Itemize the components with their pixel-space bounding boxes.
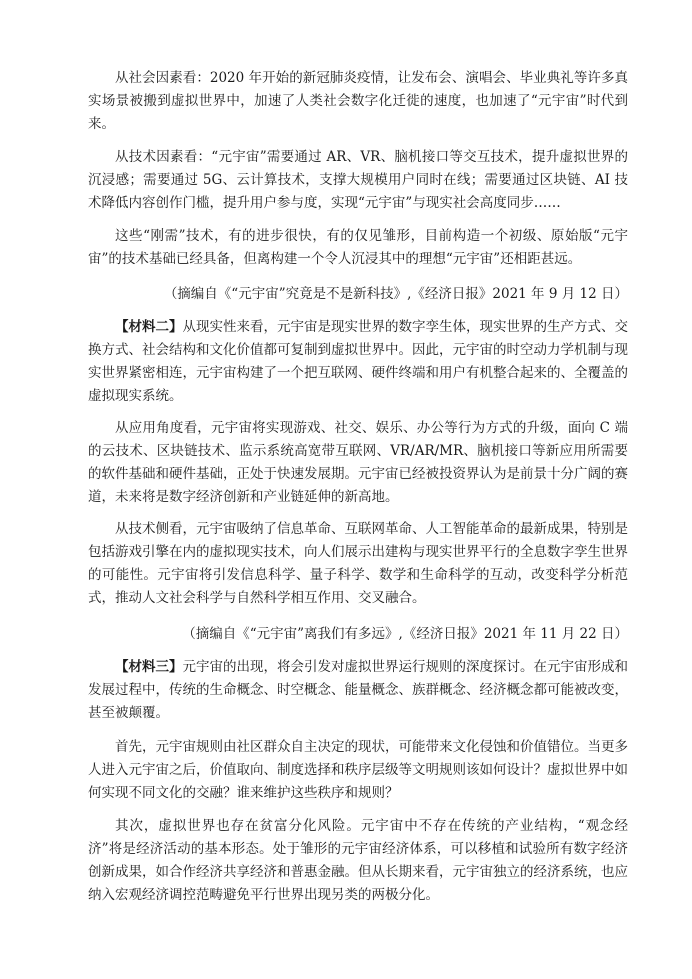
material-three-tag: 【材料三】 [115, 659, 183, 675]
paragraph-application [88, 417, 628, 509]
citation-text: （摘编自《“元宇宙”离我们有多远》,《经济日报》2021 年 11 月 22 日） [182, 626, 628, 642]
citation-1 [88, 283, 628, 306]
material-three-paragraph [88, 656, 628, 725]
paragraph-text: 从技术因素看：“元宇宙”需要通过 AR、VR、脑机接口等交互技术，提升虚拟世界的沉浸感；需要通过 5G、云计算技术，支撑大规模用户同时在线；需要通过区块链、AI 技术降低内容创作门槛，提升用户参与度，实现“元宇宙”与现实社会高度同步…… [88, 149, 628, 211]
paragraph-text: 从应用角度看，元宇宙将实现游戏、社交、娱乐、办公等行为方式的升级，面向 C 端的云技术、区块链技术、监示系统高宽带互联网、VR/AR/MR、脑机接口等新应用所需要的软件基础和硬件基础，正处于快速发展期。元宇宙已经被投资界认为是前景十分广阔的赛道，未来将是数字经济创新和产业链延伸的新高地。 [88, 420, 628, 505]
paragraph-technology-side [88, 518, 628, 610]
paragraph-text: 从社会因素看：2020 年开始的新冠肺炎疫情，让发布会、演唱会、毕业典礼等许多真实场景被搬到虚拟世界中，加速了人类社会数字化迁徙的速度，也加速了“元宇宙”时代到来。 [88, 70, 628, 132]
citation-text: （摘编自《“元宇宙”究竟是不是新科技》,《经济日报》2021 年 9 月 12 日） [163, 286, 628, 302]
paragraph-rigid-demand [88, 225, 628, 271]
paragraph-text: 这些“刚需”技术，有的进步很快，有的仅见雏形，目前构造一个初级、原始版“元宇宙”的技术基础已经具备，但离构建一个令人沉浸其中的理想“元宇宙”还相距甚远。 [88, 228, 628, 267]
material-two-paragraph [88, 316, 628, 408]
paragraph-text: 其次，虚拟世界也存在贫富分化风险。元宇宙中不存在传统的产业结构，“观念经济”将是经济活动的基本形态。处于雏形的元宇宙经济体系，可以移植和试验所有数字经济创新成果，如合作经济共享经济和普惠金融。但从长期来看，元宇宙独立的经济系统，也应纳入宏观经济调控范畴避免平行世界出现另类的两极分化。 [88, 818, 628, 903]
paragraph-text: 首先，元宇宙规则由社区群众自主决定的现状，可能带来文化侵蚀和价值错位。当更多人进入元宇宙之后，价值取向、制度选择和秩序层级等文明规则该如何设计？虚拟世界中如何实现不同文化的交融？谁来维护这些秩序和规则？ [88, 739, 628, 801]
paragraph-tech-factors [88, 146, 628, 215]
paragraph-text: 元宇宙的出现，将会引发对虚拟世界运行规则的深度探讨。在元宇宙形成和发展过程中，传统的生命概念、时空概念、能量概念、族群概念、经济概念都可能被改变，甚至被颠覆。 [88, 659, 628, 721]
citation-2 [88, 623, 628, 646]
paragraph-second [88, 815, 628, 907]
paragraph-text: 从技术侧看，元宇宙吸纳了信息革命、互联网革命、人工智能革命的最新成果，特别是包括游戏引擎在内的虚拟现实技术，向人们展示出建构与现实世界平行的全息数字孪生世界的可能性。元宇宙将引发信息科学、量子科学、数学和生命科学的互动，改变科学分析范式，推动人文社会科学与自然科学相互作用、交叉融合。 [88, 521, 628, 606]
paragraph-first [88, 736, 628, 805]
paragraph-social-factors [88, 67, 628, 136]
material-two-tag: 【材料二】 [115, 319, 183, 335]
paragraph-text: 从现实性来看，元宇宙是现实世界的数字孪生体，现实世界的生产方式、交换方式、社会结构和文化价值都可复制到虚拟世界中。因此，元宇宙的时空动力学机制与现实世界紧密相连，元宇宙构建了一个把互联网、硬件终端和用户有机整合起来的、全覆盖的虚拟现实系统。 [88, 319, 628, 404]
